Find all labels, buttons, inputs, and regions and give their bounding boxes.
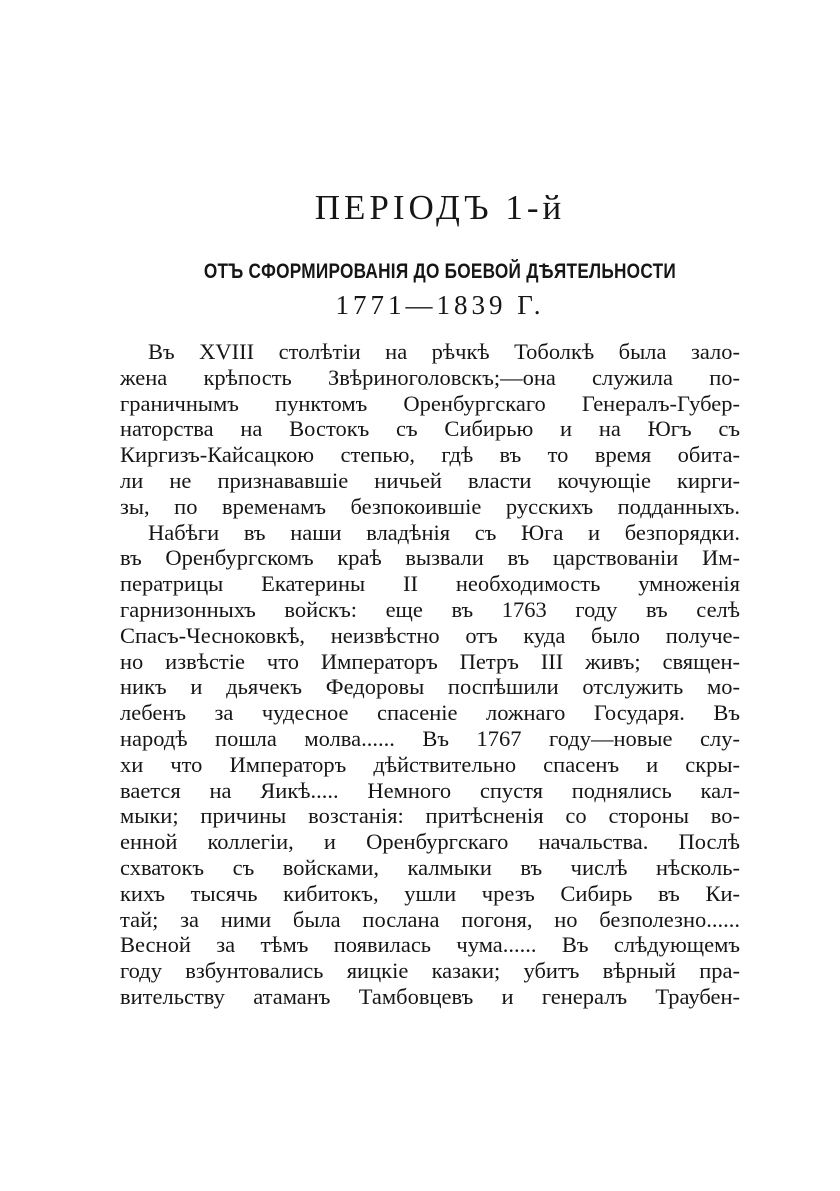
date-range: 1771—1839 Г.: [335, 290, 545, 320]
body-line: но извѣстіе что Императоръ Петръ III живъ; священ-: [120, 648, 740, 674]
page-title: ПЕРІОДЪ 1-й: [314, 188, 566, 227]
body-line: Въ XVIII столѣтіи на рѣчкѣ Тоболкѣ была зало-: [148, 339, 740, 364]
body-line: Киргизъ-Кайсацкою степью, гдѣ въ то время обита-: [120, 442, 740, 468]
subtitle-container: [120, 258, 760, 286]
body-line: вается на Яикѣ..... Немного спустя поднялись кал-: [120, 777, 740, 803]
body-line: Набѣги въ наши владѣнія съ Юга и безпорядки.: [148, 519, 740, 545]
body-line: въ Оренбургскомъ краѣ вызвали въ царствованіи Им-: [120, 545, 740, 571]
body-line: Спасъ-Чесноковкѣ, неизвѣстно отъ куда было получе-: [120, 622, 740, 648]
body-line: народѣ пошла молва...... Въ 1767 году—новые слу-: [120, 725, 740, 751]
body-line: никъ и дьячекъ Федоровы поспѣшили отслужить мо-: [120, 674, 740, 700]
body-line: ператрицы Екатерины II необходимость умноженія: [120, 571, 740, 597]
body-line: енной коллегіи, и Оренбургскаго начальства. Послѣ: [120, 829, 740, 855]
body-text: [120, 339, 740, 1010]
body-line: наторства на Востокъ съ Сибирью и на Югъ съ: [120, 416, 740, 442]
body-line: граничнымъ пунктомъ Оренбургскаго Генералъ-Губер-: [120, 390, 740, 416]
body-line: лебенъ за чудесное спасеніе ложнаго Государя. Въ: [120, 700, 740, 726]
body-line: гарнизонныхъ войскъ: еще въ 1763 году въ селѣ: [120, 596, 740, 622]
body-line: вительству атаманъ Тамбовцевъ и генералъ Траубен-: [120, 983, 740, 1009]
body-line: жена крѣпость Звѣриноголовскъ;—она служила по-: [120, 364, 740, 390]
body-line: зы, по временамъ безпокоившіе русскихъ подданныхъ.: [120, 493, 740, 519]
body-line: ли не признававшіе ничьей власти кочующіе кирги-: [120, 467, 740, 493]
body-line: тай; за ними была послана погоня, но безполезно......: [120, 906, 740, 932]
body-line: схватокъ съ войсками, калмыки въ числѣ нѣсколь-: [120, 854, 740, 880]
body-line: хи что Императоръ дѣйствительно спасенъ и скры-: [120, 751, 740, 777]
body-line: году взбунтовались яицкіе казаки; убитъ вѣрный пра-: [120, 958, 740, 984]
chapter-subtitle: ОТЪ СФОРМИРОВАНІЯ ДО БОЕВОЙ ДѢЯТЕЛЬНОСТИ: [203, 260, 677, 283]
body-line: кихъ тысячь кибитокъ, ушли чрезъ Сибирь въ Ки-: [120, 880, 740, 906]
body-line: мыки; причины возстанія: притѣсненія со стороны во-: [120, 803, 740, 829]
body-line: Весной за тѣмъ появилась чума...... Въ слѣдующемъ: [120, 932, 740, 958]
